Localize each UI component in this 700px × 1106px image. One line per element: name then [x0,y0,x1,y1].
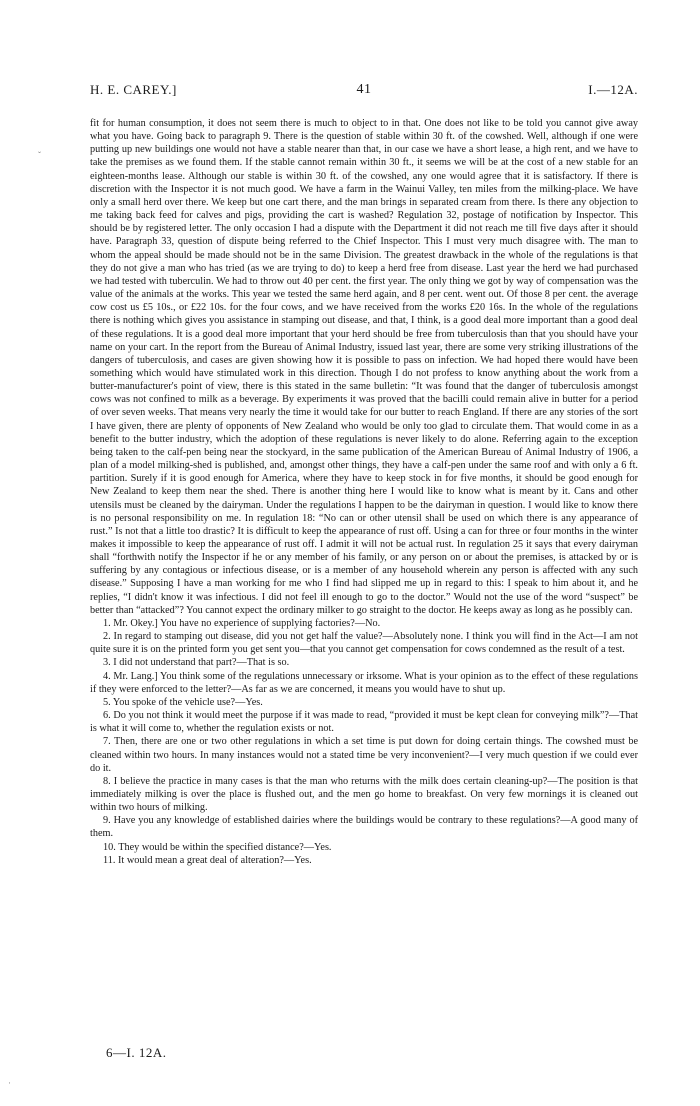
question-answer: 3. I did not understand that part?—That is so. [103,657,290,669]
question-answer: 7. Then, there are one or two other regulations in which a set time is put down for doing certain things. The cowshed must be cleaned within two hours. In many instances would not a stated time be very inconvenient?—I very much question if we could ever do it. [90,736,638,774]
document-reference: I.—12A. [588,82,638,97]
question-answer: 2. In regard to stamping out disease, did you not get half the value?—Absolutely none. I think you will find in the Act—I am not quite sure it is on the printed form you get sent you—that you cannot get compensation for cows condemned as the result of a test. [90,631,638,656]
printer-signature: 6—I. 12A. [106,1045,167,1060]
question-answer: 4. Mr. Lang.] You think some of the regulations unnecessary or irksome. What is your opinion as to the effect of these regulations if they were enforced to the letter?—As far as we are concerned, it means you would have to shut up. [90,670,638,695]
question-answer: 11. It would mean a great deal of alteration?—Yes. [103,854,312,866]
running-header [90,82,638,100]
question-answer: 10. They would be within the specified distance?—Yes. [103,841,332,853]
margin-speck: · [8,1078,11,1088]
question-answer: 9. Have you any knowledge of established dairies where the buildings would be contrary to these regulations?—A good many of them. [90,815,638,840]
body-text [90,117,638,867]
page-number: 41 [356,82,372,97]
question-answer: 8. I believe the practice in many cases is that the man who returns with the milk does certain cleaning-up?—The position is that immediately milking is over the place is flushed out, and the men go home to breakfast. On very few mornings it is cleaned out within two hours of milking. [90,775,638,814]
margin-tick: ˇ [38,150,41,160]
question-answer: 6. Do you not think it would meet the purpose if it was made to read, “provided it must be kept clean for conveying milk”?—That is what it will come to, whether the regulation exists or not. [90,710,638,735]
evidence-paragraph: fit for human consumption, it does not seem there is much to object to in that. One does not like to be told you cannot give away what you have. Going back to paragraph 9. There is the question of stable within 30 ft. of the cowshed. Well, although if one were putting up new buildings one would not have a stable nearer than that, in our case we have a short lease, a high rent, and we have to take the premises as we found them. If the stable cannot remain within 30 ft., it seems we will be at the cost of a new stable for an eighteen-months lease. Although our stable is within 30 ft. of the cowshed, any one would agree that it is satisfactory. If there is discretion with the Inspector it is not much good. We have a farm in the Wainui Valley, ten miles from the milking-place. We have only a small herd over there. We keep but one cart there, and the man brings in separated cream from there. Is there any objection to me taking back feed for calves and pigs, providing the cart is washed? Regulation 32, postage of notification by Inspector. This should be by registered letter. The only occasion I had a dispute with the Department it did not reach me till five days after it should have. Paragraph 33, question of dispute being referred to the Chief Inspector. This I must very much disagree with. The man to whom the appeal should be made should not be in the same Division. The greatest drawback in the whole of the regulations is that they do not give a man who has tried (as we are trying to do) to keep a herd free from disease. Last year the herd we had purchased we had tested with tuberculin. We had to throw out 40 per cent. the first year. The only thing we got by way of compensation was the value of the animals at the works. This year we tested the same herd again, and 8 per cent. went out. Of those 8 per cent. the average cow cost us £5 10s., or £22 10s. for the four cows, and we have received from the works £20 16s. In the whole of the regulations there is nothing which gives you assistance in stamping out disease, and that, I think, is a good deal more important than a good deal of these regulations. It is a good deal more important that your herd should be free from tuberculosis than that you should have your name on your cart. In the report from the Bureau of Animal Industry, issued last year, there are some very striking illustrations of the dangers of tuberculosis, and cases are given showing how it is possible to pass on infection. We had hoped there would have been something which would have stimulated work in this direction. Though I do not profess to know anything about the work from a butter-manufacturer's point of view, there is this stated in the same bulletin: “It was found that the danger of tuberculosis amongst cows was not confined to milk as a beverage. By experiments it was proved that the bacilli could remain alive in butter for a period of over seven weeks. That means very nearly the time it would take for our butter to reach England. If there are any stories of the sort I have given, there are plenty of opponents of New Zealand who would be only too glad to circulate them. That would come in as a benefit to the butter industry, which the adoption of these regulations is never likely to do alone. Referring again to the exception being taken to the calf-pen being near the stockyard, in the same publication of the American Bureau of Animal Industry of 1906, a plan of a model milking-shed is published, and, amongst other things, they have a calf-pen under the same roof and with only a 6 ft. partition. Surely if it is good enough for America, where they have to keep stock in for five months, it should be good enough for New Zealand to keep them near the shed. There is another thing here I would like to know what is meant by it. Cans and other utensils must be cleaned by the dairyman. Under the regulations I happen to be the dairyman in question. I would like to know there is no personal responsibility on me. In regulation 18: “No can or other utensil shall be used on which there is any appearance of rust.” Is not that a little too drastic? It is difficult to keep the appearance of rust off. Using a can for three or four months in the winter makes it impossible to keep the appearance of rust off. I admit it will not be actual rust. In regulation 25 it says that every dairyman shall “forthwith notify the Inspector if he or any member of his family, or any person on or about the premises, is attacked by or is suffering by any contagious or infectious disease, or is a member of any household wherein any person is affected with any such disease.” Supposing I have a man working for me who I find had slipped me up in regard to this: I speak to him about it, and he replies, “I didn't know it was infectious. I did not feel ill enough to go to the doctor.” Would not the use of the word “suspect” be better than “attacked”? You cannot expect the ordinary milker to go straight to the doctor. He keeps away as long as he possibly can. [90,118,638,616]
question-answer: 1. Mr. Okey.] You have no experience of supplying factories?—No. [103,617,381,629]
witness-name: H. E. CAREY.] [90,82,177,97]
question-answer: 5. You spoke of the vehicle use?—Yes. [103,696,263,708]
